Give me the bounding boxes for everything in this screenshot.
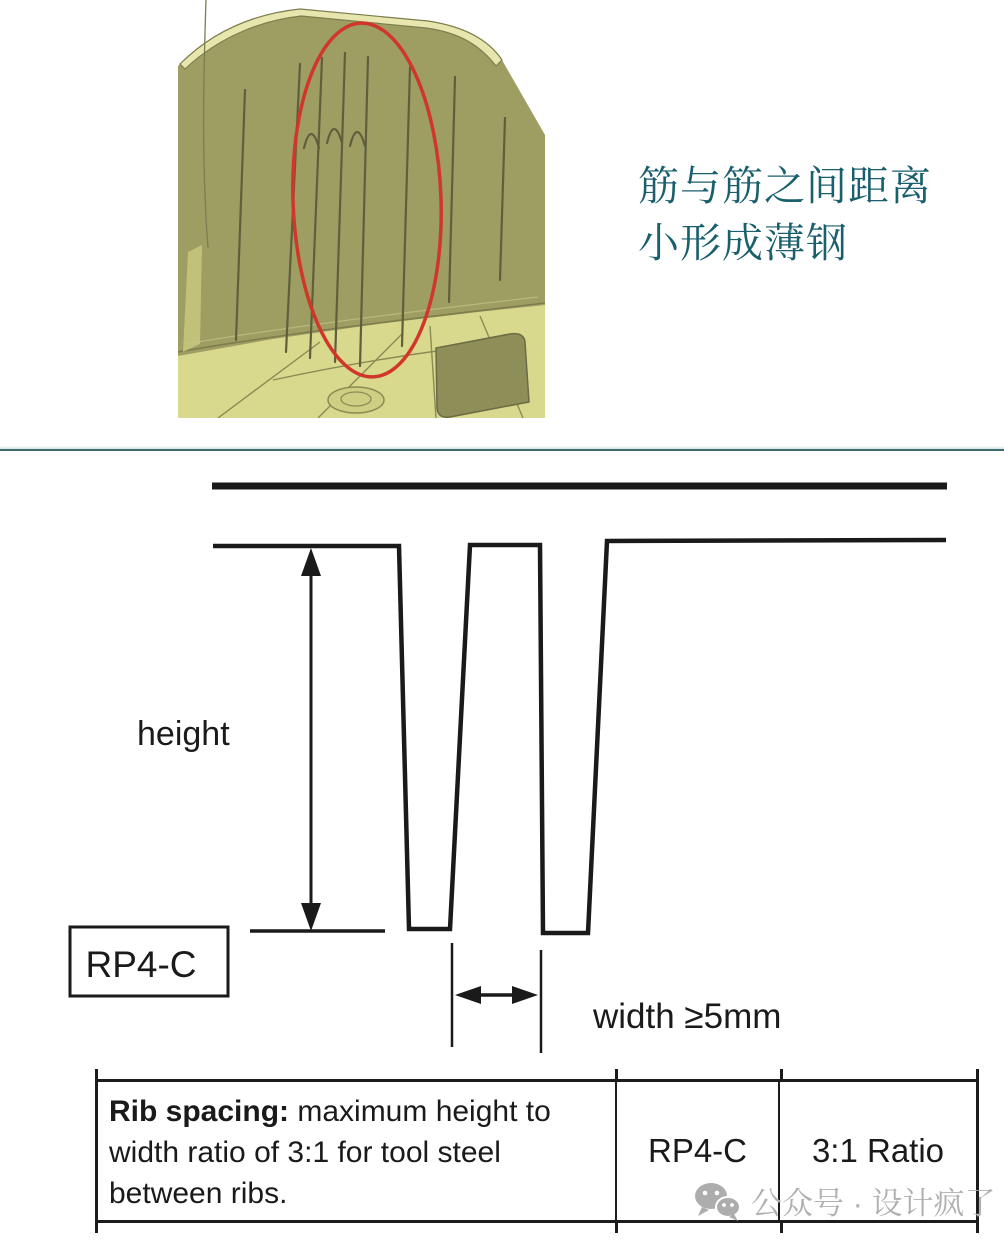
height-label: height	[137, 715, 230, 753]
table-grid-tick	[976, 1069, 979, 1080]
table-grid-tick	[976, 1222, 979, 1233]
spec-description-cell	[98, 1082, 617, 1220]
table-grid-tick	[95, 1222, 98, 1233]
caption	[638, 158, 932, 272]
table-grid-tick	[780, 1222, 783, 1233]
wechat-icon	[694, 1181, 742, 1221]
cad-part-figure	[178, 0, 548, 418]
spec-ratio: 3:1 Ratio	[811, 1132, 945, 1169]
spec-description: maximum height to width ratio of 3:1 for tool steel between ribs.	[109, 1095, 551, 1210]
caption-line2: 小形成薄钢	[638, 220, 848, 266]
part-boss	[328, 387, 384, 413]
watermark-text: 公众号 · 设计疯了	[751, 1186, 996, 1221]
watermark	[694, 1178, 996, 1223]
spec-code: RP4-C	[647, 1132, 748, 1169]
height-dimension-arrow	[301, 548, 321, 931]
steel-profile-line	[213, 540, 946, 933]
table-grid-tick	[780, 1069, 783, 1080]
spec-term: Rib spacing:	[109, 1095, 290, 1128]
table-grid-tick	[95, 1069, 98, 1080]
rp4c-label: RP4-C	[85, 944, 197, 985]
table-grid-tick	[615, 1222, 618, 1233]
rib-cross-section-diagram	[0, 460, 1004, 1060]
caption-line1: 筋与筋之间距离	[638, 163, 932, 209]
table-grid-tick	[615, 1069, 618, 1080]
width-label: width ≥5mm	[593, 997, 782, 1036]
width-dimension-arrow	[455, 986, 538, 1004]
part-flap	[436, 334, 529, 418]
section-divider	[0, 449, 1004, 451]
